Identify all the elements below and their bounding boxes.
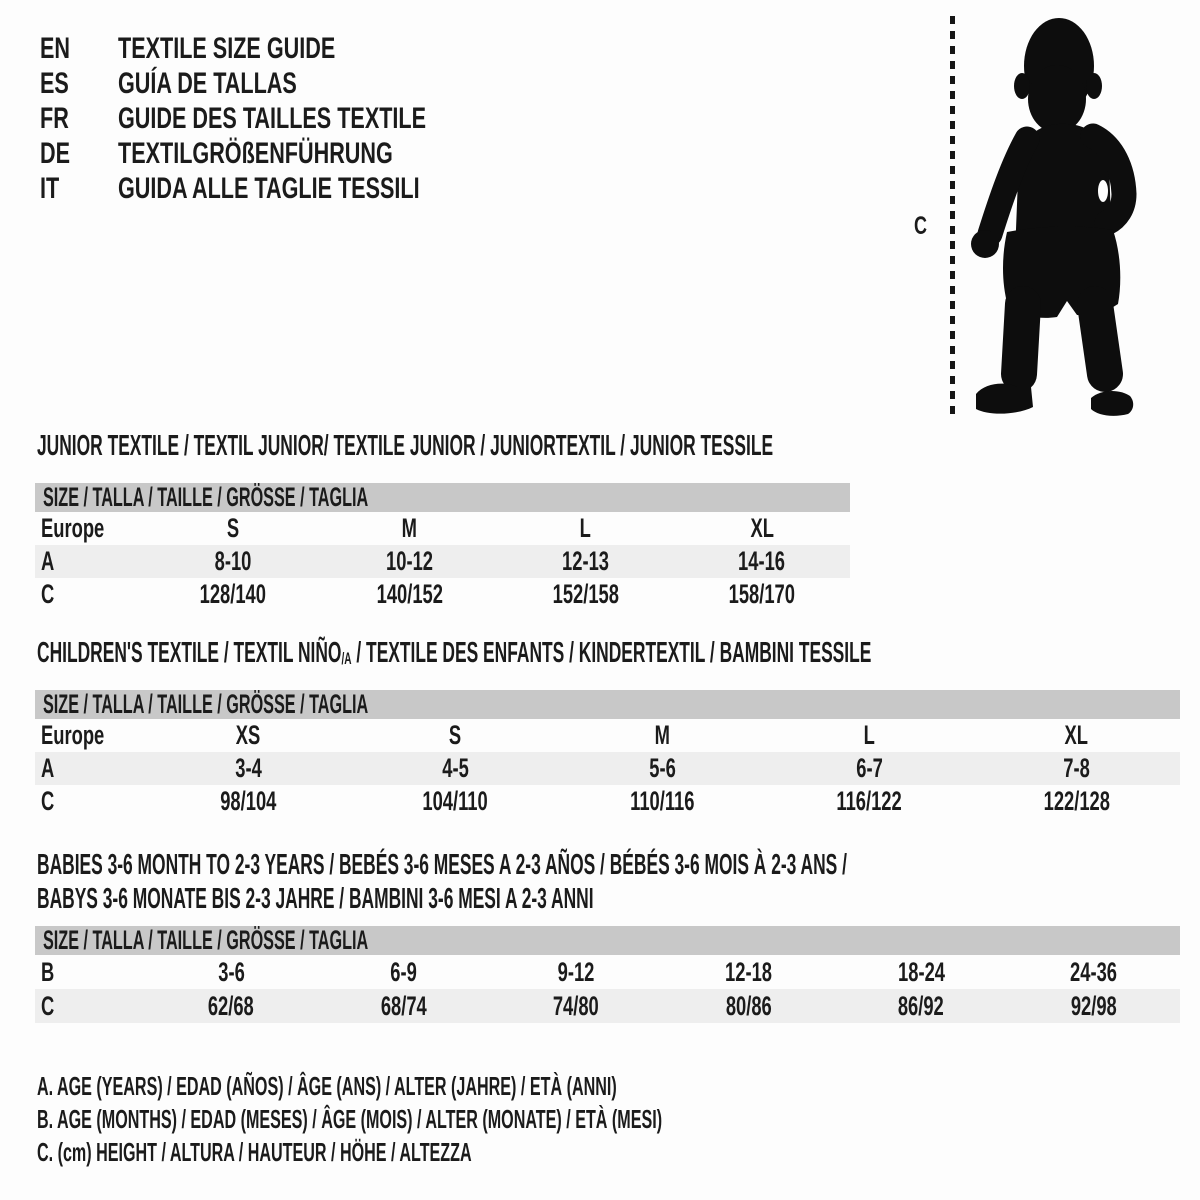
height-cell: 68/74 xyxy=(380,990,427,1021)
height-cell: 104/110 xyxy=(422,786,489,816)
title-subscript: /A xyxy=(341,649,352,669)
language-code xyxy=(40,137,118,171)
language-label-text: GUÍA DE TALLAS xyxy=(118,66,297,100)
language-row-es xyxy=(40,66,546,101)
junior-size-table xyxy=(35,483,850,611)
language-row-it xyxy=(40,171,546,206)
language-code-text: IT xyxy=(40,171,60,205)
table-row-age-months xyxy=(35,955,1180,989)
language-code xyxy=(40,32,118,66)
section-title-junior xyxy=(37,430,1200,462)
table-row-height-cm xyxy=(35,578,850,611)
children-size-table xyxy=(35,690,1180,818)
legend-line-a: A. AGE (YEARS) / EDAD (AÑOS) / ÂGE (ANS) / ALTER (JAHRE) / ETÀ (ANNI) xyxy=(37,1071,617,1101)
section-title-babies-line2: BABYS 3-6 MONATE BIS 2-3 JAHRE / BAMBINI 3-6 MESI A 2-3 ANNI xyxy=(37,883,594,915)
section-title-children xyxy=(37,637,1200,675)
size-header-bar xyxy=(35,926,1180,955)
height-measure-label-text: C xyxy=(914,212,928,240)
language-label xyxy=(118,137,500,171)
legend-line-c: C. (cm) HEIGHT / ALTURA / HAUTEUR / HÖHE / ALTEZZA xyxy=(37,1137,472,1167)
height-dashed-line xyxy=(950,16,955,416)
title-rest: / TEXTILE DES ENFANTS / KINDERTEXTIL / BAMBINI TESSILE xyxy=(351,637,872,669)
size-cell: M xyxy=(654,720,671,750)
height-cell: 92/98 xyxy=(1070,990,1117,1021)
size-cell: XL xyxy=(750,513,774,543)
size-cell: XS xyxy=(236,720,261,750)
row-label: Europe xyxy=(41,720,105,750)
language-code xyxy=(40,67,118,101)
size-cell: XL xyxy=(1064,720,1089,750)
language-code-text: DE xyxy=(40,136,71,170)
language-label-text: TEXTILGRÖßENFÜHRUNG xyxy=(118,136,393,170)
language-label xyxy=(118,32,420,66)
table-row-height-cm xyxy=(35,785,1180,818)
language-label-text: TEXTILE SIZE GUIDE xyxy=(118,31,336,65)
language-row-en xyxy=(40,31,546,66)
size-cell: S xyxy=(226,513,240,543)
size-header-bar xyxy=(35,690,1180,719)
height-cell: 128/140 xyxy=(199,579,267,609)
table-row-age-years xyxy=(35,545,850,578)
age-cell: 6-9 xyxy=(390,956,418,987)
size-cell: M xyxy=(401,513,418,543)
height-cell: 152/158 xyxy=(552,579,619,609)
language-label xyxy=(118,102,546,136)
size-cell: S xyxy=(449,720,462,750)
age-cell: 8-10 xyxy=(214,546,252,576)
language-code-text: EN xyxy=(40,31,71,65)
size-header-bar xyxy=(35,483,850,512)
age-cell: 12-13 xyxy=(562,546,610,576)
age-cell: 3-6 xyxy=(217,956,245,987)
language-code xyxy=(40,102,118,136)
age-cell: 14-16 xyxy=(738,546,786,576)
table-row-height-cm xyxy=(35,989,1180,1023)
age-cell: 4-5 xyxy=(442,753,469,783)
size-cell: L xyxy=(580,513,592,543)
title-main: CHILDREN'S TEXTILE / TEXTIL NIÑO xyxy=(37,637,342,669)
section-title-junior-text: JUNIOR TEXTILE / TEXTIL JUNIOR/ TEXTILE JUNIOR / JUNIORTEXTIL / JUNIOR TESSILE xyxy=(37,430,774,462)
language-code-text: FR xyxy=(40,101,69,135)
height-cell: 62/68 xyxy=(208,990,255,1021)
section-title-babies xyxy=(37,849,1200,917)
height-cell: 116/122 xyxy=(836,786,903,816)
age-cell: 7-8 xyxy=(1063,753,1090,783)
table-row-europe xyxy=(35,719,1180,752)
age-cell: 24-36 xyxy=(1070,956,1118,987)
language-title-list xyxy=(40,31,546,206)
age-cell: 9-12 xyxy=(557,956,595,987)
age-cell: 10-12 xyxy=(385,546,433,576)
row-label: A xyxy=(41,546,55,576)
height-cell: 98/104 xyxy=(220,786,277,816)
age-cell: 12-18 xyxy=(725,956,773,987)
size-header-text: SIZE / TALLA / TAILLE / GRÖSSE / TAGLIA xyxy=(43,482,369,512)
language-row-fr xyxy=(40,101,546,136)
section-title-children-text xyxy=(37,637,871,675)
language-label xyxy=(118,172,537,206)
row-label: C xyxy=(41,990,55,1021)
toddler-silhouette-icon xyxy=(963,14,1140,418)
size-header-text: SIZE / TALLA / TAILLE / GRÖSSE / TAGLIA xyxy=(43,689,369,719)
language-row-de xyxy=(40,136,546,171)
language-label xyxy=(118,67,366,101)
height-cell: 74/80 xyxy=(553,990,600,1021)
age-cell: 5-6 xyxy=(649,753,676,783)
babies-size-table xyxy=(35,926,1180,1023)
height-cell: 140/152 xyxy=(376,579,443,609)
legend xyxy=(37,1071,1045,1170)
row-label: C xyxy=(41,579,55,609)
height-cell: 80/86 xyxy=(725,990,772,1021)
table-row-age-years xyxy=(35,752,1180,785)
size-cell: L xyxy=(863,720,876,750)
size-header-text: SIZE / TALLA / TAILLE / GRÖSSE / TAGLIA xyxy=(43,925,369,955)
table-row-europe xyxy=(35,512,850,545)
age-cell: 18-24 xyxy=(897,956,945,987)
section-title-babies-line1: BABIES 3-6 MONTH TO 2-3 YEARS / BEBÉS 3-6 MESES A 2-3 AÑOS / BÉBÉS 3-6 MOIS À 2-3 ANS / xyxy=(37,849,847,881)
legend-line-b: B. AGE (MONTHS) / EDAD (MESES) / ÂGE (MOIS) / ALTER (MONATE) / ETÀ (MESI) xyxy=(37,1104,663,1134)
height-cell: 110/116 xyxy=(630,786,695,816)
row-label: A xyxy=(41,753,55,783)
language-label-text: GUIDE DES TAILLES TEXTILE xyxy=(118,101,427,135)
height-cell: 158/170 xyxy=(728,579,796,609)
age-cell: 6-7 xyxy=(856,753,883,783)
row-label: B xyxy=(41,956,55,987)
row-label: Europe xyxy=(41,513,105,543)
age-cell: 3-4 xyxy=(235,753,262,783)
language-code-text: ES xyxy=(40,66,69,100)
language-code xyxy=(40,172,118,206)
language-label-text: GUIDA ALLE TAGLIE TESSILI xyxy=(118,171,420,205)
height-cell: 86/92 xyxy=(898,990,945,1021)
height-cell: 122/128 xyxy=(1043,786,1110,816)
row-label: C xyxy=(41,786,55,816)
height-measure-label xyxy=(914,212,932,241)
